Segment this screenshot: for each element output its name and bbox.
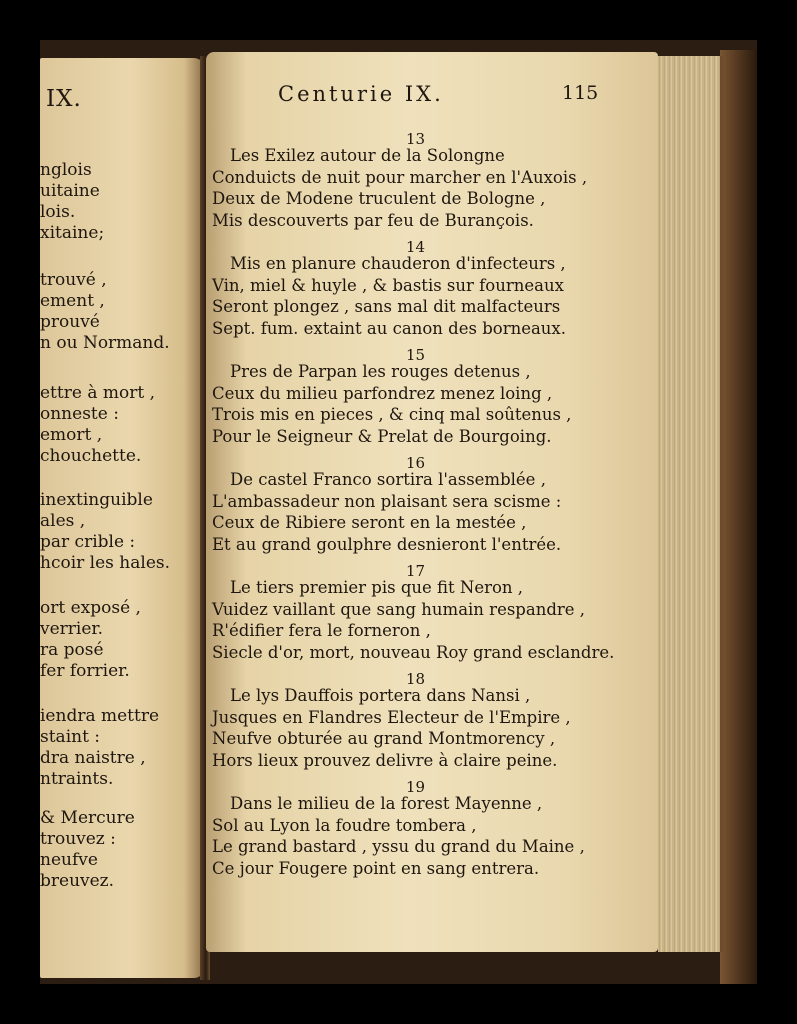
- left-page-line: verrier.: [40, 619, 104, 639]
- quatrain-line: Seront plongez , sans mal dit malfacteurs: [212, 297, 561, 316]
- quatrain-line: Pour le Seigneur & Prelat de Bourgoing.: [212, 426, 552, 446]
- quatrain-line: Trois mis en pieces , & cinq mal soûtenus ,: [212, 405, 572, 424]
- left-page-line: lois.: [40, 202, 76, 222]
- quatrain-line: Et au grand goulphre desnieront l'entrée.: [212, 534, 562, 554]
- quatrain-line: Le tiers premier pis que fit Neron ,: [230, 578, 524, 597]
- quatrain-line: Dans le milieu de la forest Mayenne ,: [230, 794, 543, 813]
- quatrain-line: L'ambassadeur non plaisant sera scisme :: [212, 491, 562, 511]
- left-page-line: & Mercure: [40, 808, 135, 828]
- quatrain-line: Mis descouverts par feu de Burançois.: [212, 210, 534, 230]
- left-page-line: hcoir les hales.: [40, 553, 171, 573]
- left-page-line: inextinguible: [40, 490, 153, 510]
- quatrain-line: Sol au Lyon la foudre tombera ,: [212, 815, 477, 835]
- quatrain-line: Neufve obturée au grand Montmorency ,: [212, 729, 556, 748]
- left-running-head: IX.: [46, 86, 82, 112]
- left-page-line: ement ,: [40, 291, 105, 311]
- right-page: [206, 52, 658, 952]
- right-page-text: [206, 52, 658, 952]
- quatrain-line: Conduicts de nuit pour marcher en l'Auxois ,: [212, 167, 588, 187]
- page-number: 115: [562, 82, 599, 104]
- quatrain-line: R'édifier fera le forneron ,: [212, 621, 431, 640]
- quatrain-line: Hors lieux prouvez delivre à claire peine.: [212, 750, 558, 770]
- left-page-line: emort ,: [40, 425, 103, 445]
- quatrain-number: 15: [406, 346, 426, 364]
- quatrain-line: Vuidez vaillant que sang humain respandre ,: [212, 599, 586, 619]
- left-page-line: dra naistre ,: [40, 748, 146, 768]
- left-page-line: n ou Normand.: [40, 333, 170, 353]
- quatrain-number: 19: [406, 778, 426, 796]
- quatrain-number: 16: [406, 454, 426, 472]
- quatrain-line: De castel Franco sortira l'assemblée ,: [230, 470, 546, 489]
- left-page-line: prouvé: [40, 312, 100, 332]
- left-page-line: xitaine;: [40, 223, 105, 243]
- left-page-line: neufve: [40, 850, 98, 870]
- quatrain-number: 17: [406, 562, 426, 580]
- quatrain-line: Siecle d'or, mort, nouveau Roy grand esclandre.: [212, 642, 615, 662]
- left-page-line: fer forrier.: [40, 661, 130, 681]
- quatrain-number: 18: [406, 670, 426, 688]
- left-page-line: ales ,: [40, 511, 86, 531]
- left-page-line: iendra mettre: [40, 706, 160, 726]
- quatrain-line: Ce jour Fougere point en sang entrera.: [212, 858, 540, 878]
- left-page-line: staint :: [40, 727, 101, 747]
- left-page-line: ra posé: [40, 640, 104, 660]
- quatrain-line: Le lys Dauffois portera dans Nansi ,: [230, 686, 531, 705]
- left-page: [40, 58, 204, 978]
- quatrain-line: Vin, miel & huyle , & bastis sur fourneaux: [212, 275, 564, 295]
- quatrain-line: Sept. fum. extaint au canon des borneaux.: [212, 318, 566, 338]
- quatrain-number: 13: [406, 130, 426, 148]
- left-page-line: onneste :: [40, 404, 119, 424]
- quatrain-line: Les Exilez autour de la Solongne: [230, 146, 505, 165]
- left-page-line: par crible :: [40, 532, 136, 552]
- left-page-line: trouvez :: [40, 829, 116, 849]
- page-edges: [658, 56, 723, 952]
- running-head: Centurie IX.: [278, 82, 444, 106]
- book-photo: [40, 40, 757, 984]
- left-page-line: uitaine: [40, 181, 100, 201]
- book-binding: [720, 50, 757, 984]
- left-page-line: trouvé ,: [40, 270, 107, 290]
- quatrain-line: Ceux de Ribiere seront en la mestée ,: [212, 513, 527, 532]
- quatrain-number: 14: [406, 238, 426, 256]
- quatrain-line: Deux de Modene truculent de Bologne ,: [212, 189, 546, 208]
- left-page-line: chouchette.: [40, 446, 142, 466]
- quatrain-line: Ceux du milieu parfondrez menez loing ,: [212, 383, 553, 403]
- left-page-line: ort exposé ,: [40, 598, 141, 618]
- left-page-line: ettre à mort ,: [40, 383, 155, 403]
- left-page-line: nglois: [40, 160, 92, 180]
- quatrain-line: Pres de Parpan les rouges detenus ,: [230, 362, 531, 381]
- left-page-line: ntraints.: [40, 769, 114, 789]
- quatrain-line: Mis en planure chauderon d'infecteurs ,: [230, 254, 566, 273]
- left-page-line: breuvez.: [40, 871, 115, 891]
- quatrain-line: Jusques en Flandres Electeur de l'Empire ,: [212, 707, 571, 727]
- quatrain-line: Le grand bastard , yssu du grand du Maine ,: [212, 837, 585, 856]
